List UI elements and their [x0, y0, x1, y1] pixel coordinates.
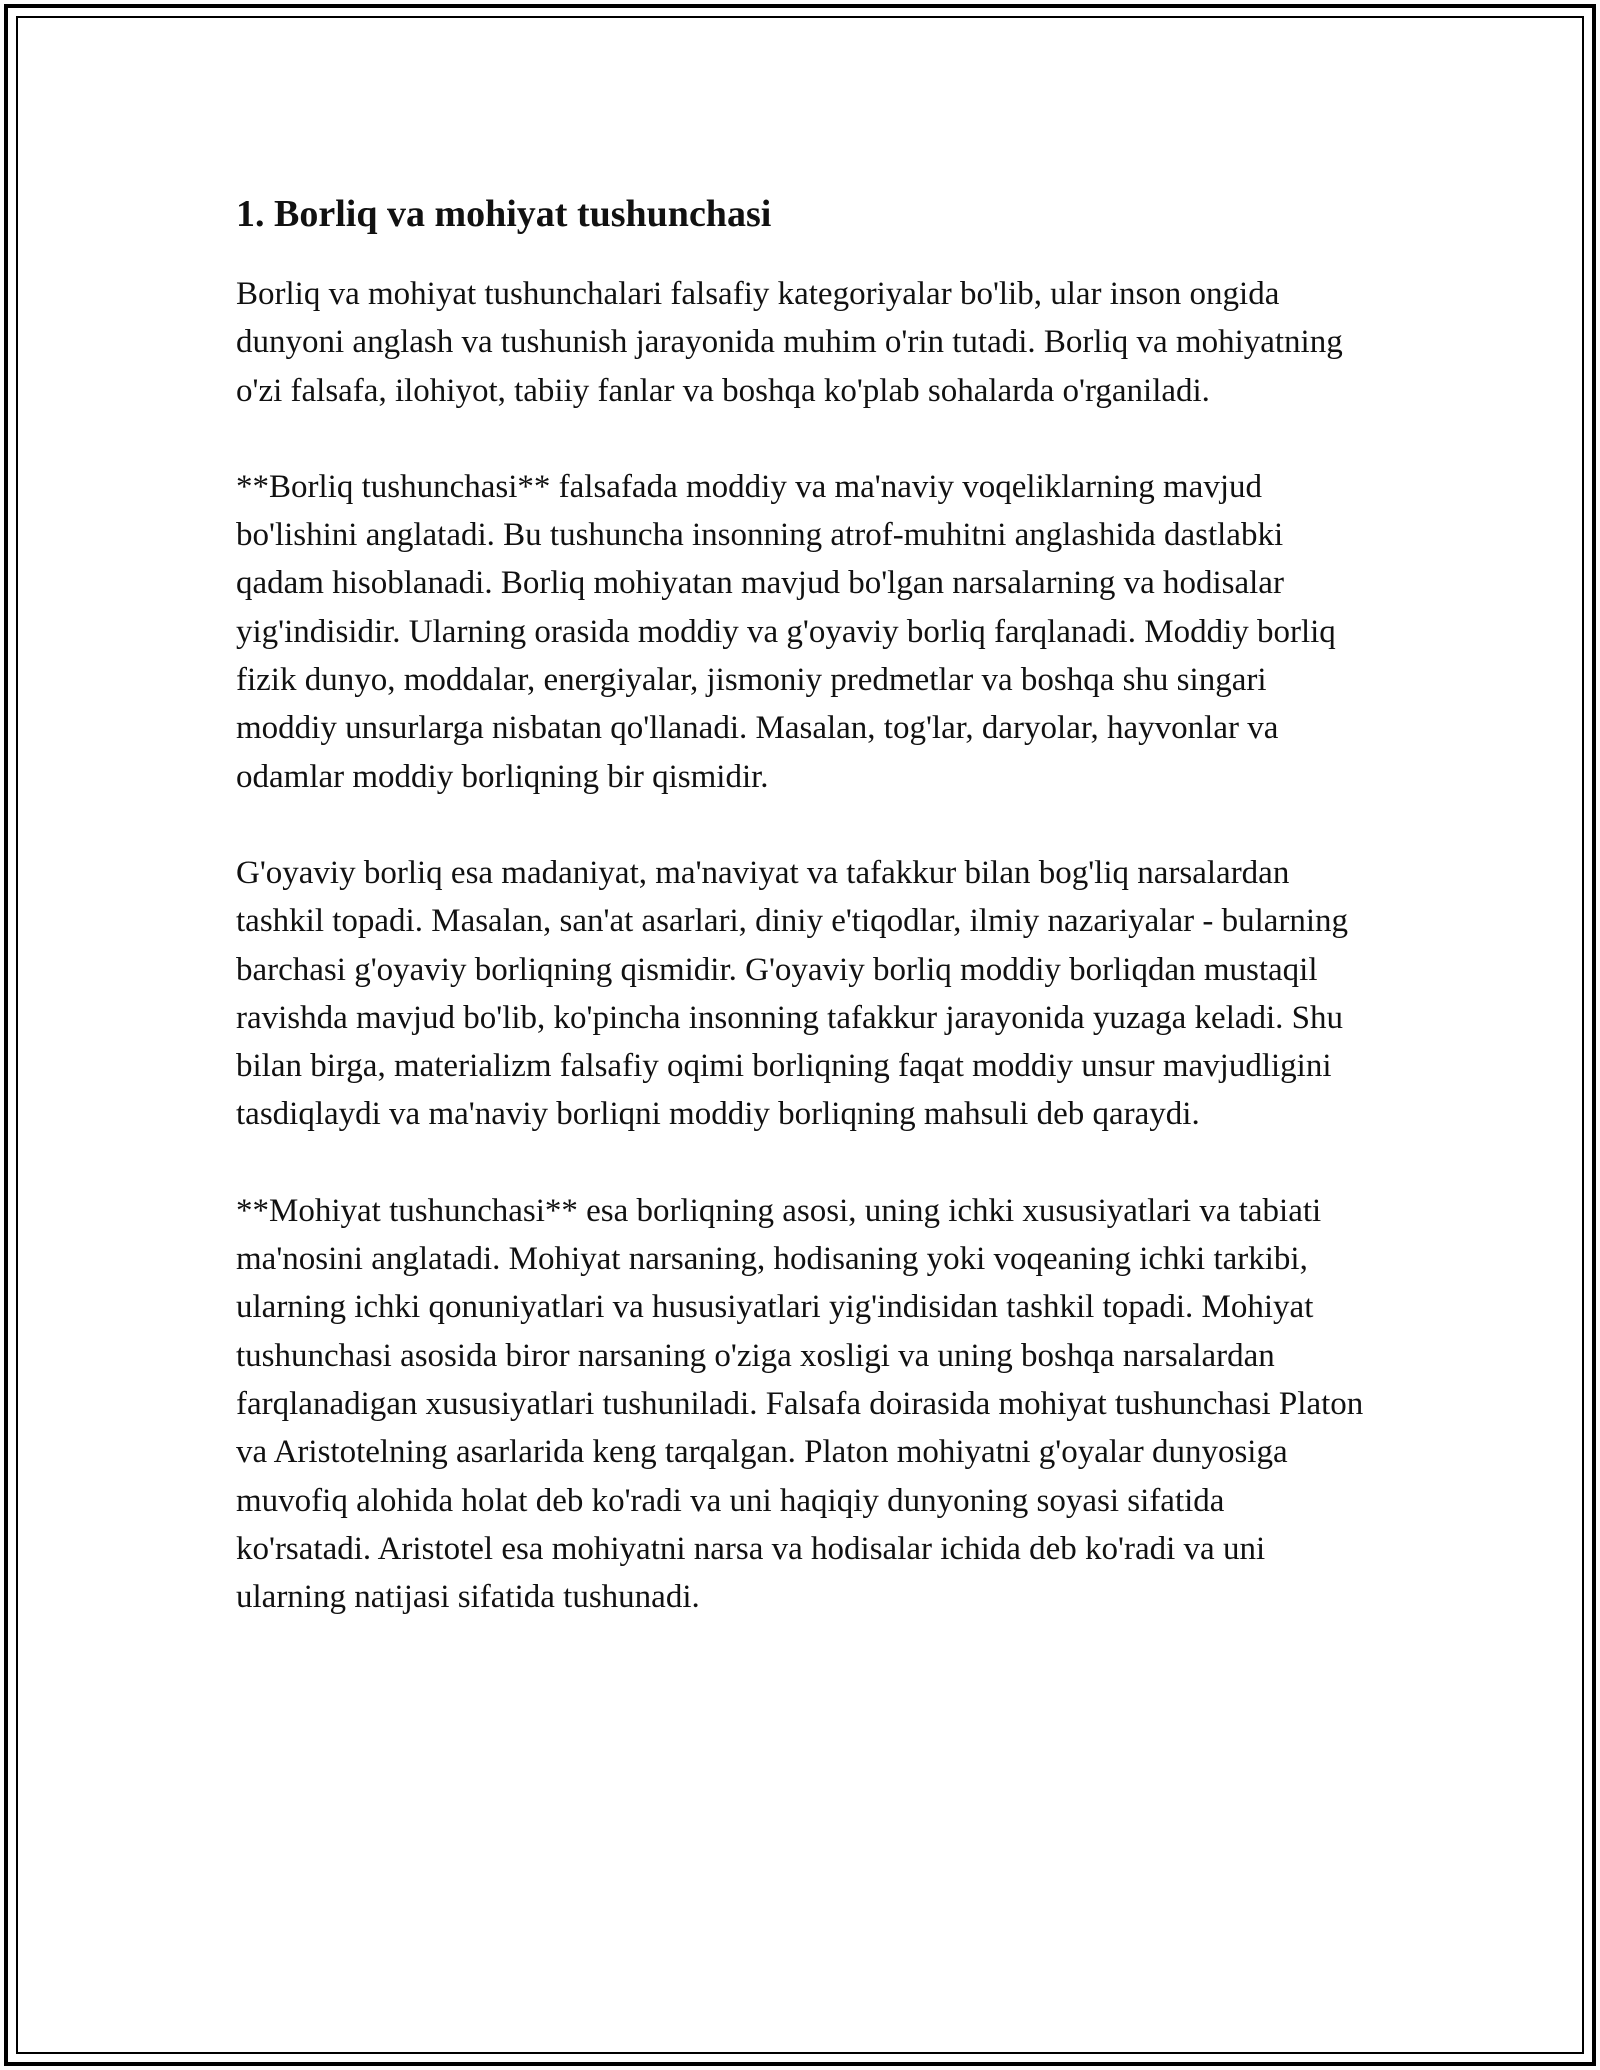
paragraph-mohiyat-concept: **Mohiyat tushunchasi** esa borliqning asosi, uning ichki xususiyatlari va tabiati ma'nosini anglatadi. Mohiyat narsaning, hodisaning yoki voqeaning ichki tarkibi, ularning ichki qonuniyatlari va hususiyatlari yig'indisidan tashkil topadi. Mohiyat tushunchasi asosida biror narsaning o'ziga xosligi va uning boshqa narsalardan farqlanadigan xususiyatlari tushuniladi. Falsafa doirasida mohiyat tushunchasi Platon va Aristotelning asarlarida keng tarqalgan. Platon mohiyatni g'oyalar dunyosiga muvofiq alohida holat deb ko'radi va uni haqiqiy dunyoning soyasi sifatida ko'rsatadi. Aristotel esa mohiyatni narsa va hodisalar ichida deb ko'radi va uni ularning natijasi sifatida tushunadi.: [236, 1192, 1364, 1616]
paragraph-ideal-being: G'oyaviy borliq esa madaniyat, ma'naviyat va tafakkur bilan bog'liq narsalardan tashkil topadi. Masalan, san'at asarlari, diniy e'tiqodlar, ilmiy nazariyalar - bularning barchasi g'oyaviy borliqning qismidir. G'oyaviy borliq moddiy borliqdan mustaqil ravishda mavjud bo'lib, ko'pincha insonning tafakkur jarayonida yuzaga keladi. Shu bilan birga, materializm falsafiy oqimi borliqning faqat moddiy unsur mavjudligini tasdiqlaydi va ma'naviy borliqni moddiy borliqning mahsuli deb qaraydi.: [236, 854, 1349, 1133]
section-heading: 1. Borliq va mohiyat tushunchasi: [236, 193, 772, 235]
document-body: [236, 186, 1366, 1669]
paragraph-intro: Borliq va mohiyat tushunchalari falsafiy kategoriyalar bo'lib, ular inson ongida dunyoni anglash va tushunish jarayonida muhim o'rin tutadi. Borliq va mohiyatning o'zi falsafa, ilohiyot, tabiiy fanlar va boshqa ko'plab sohalarda o'rganiladi.: [236, 276, 1343, 409]
paragraph-borliq-concept: **Borliq tushunchasi** falsafada moddiy va ma'naviy voqeliklarning mavjud bo'lishini anglatadi. Bu tushuncha insonning atrof-muhitni anglashida dastlabki qadam hisoblanadi. Borliq mohiyatan mavjud bo'lgan narsalarning va hodisalar yig'indisidir. Ularning orasida moddiy va g'oyaviy borliq farqlanadi. Moddiy borliq fizik dunyo, moddalar, energiyalar, jismoniy predmetlar va boshqa shu singari moddiy unsurlarga nisbatan qo'llanadi. Masalan, tog'lar, daryolar, hayvonlar va odamlar moddiy borliqning bir qismidir.: [236, 468, 1336, 795]
